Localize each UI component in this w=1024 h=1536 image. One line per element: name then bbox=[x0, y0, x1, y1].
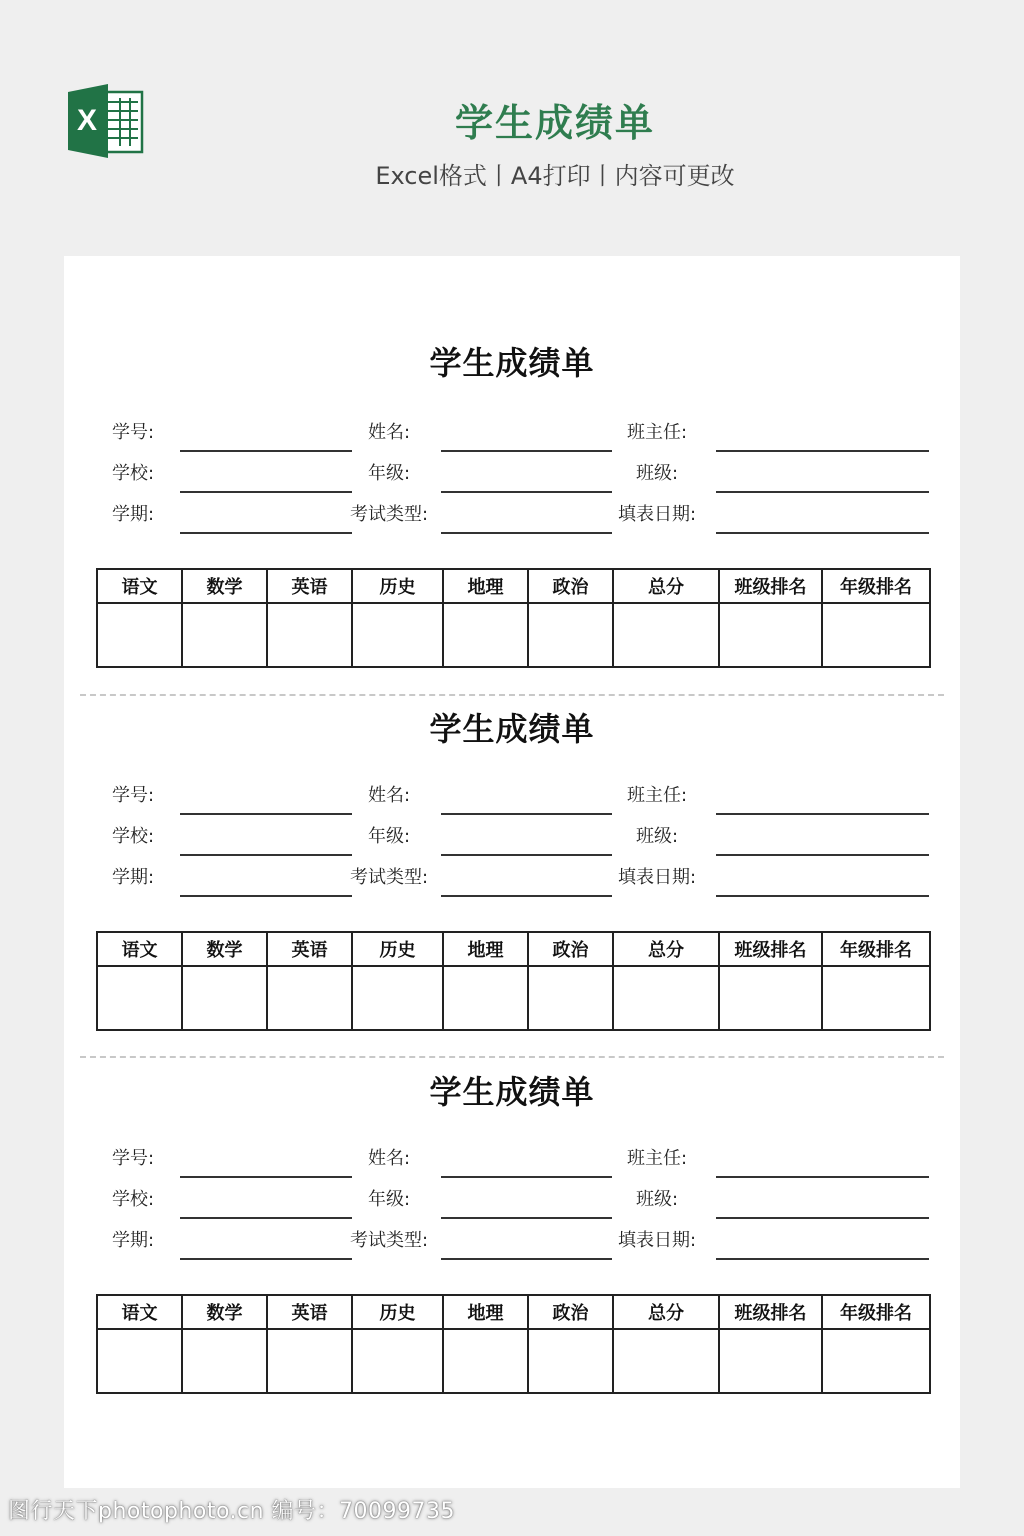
column-header-chinese: 语文 bbox=[97, 1295, 182, 1329]
exam-type-field[interactable] bbox=[441, 1258, 612, 1260]
score-cell-chinese[interactable] bbox=[97, 1329, 182, 1393]
column-header-geography: 地理 bbox=[443, 932, 528, 966]
column-header-total: 总分 bbox=[613, 932, 719, 966]
class-label: 班级: bbox=[636, 826, 679, 847]
name-label: 姓名: bbox=[368, 785, 411, 806]
score-cell-english[interactable] bbox=[267, 1329, 352, 1393]
head-teacher-label: 班主任: bbox=[627, 422, 688, 443]
student-id-label: 学号: bbox=[112, 785, 155, 806]
column-header-geography: 地理 bbox=[443, 569, 528, 603]
column-header-history: 历史 bbox=[352, 1295, 443, 1329]
column-header-math: 数学 bbox=[182, 569, 267, 603]
student-id-field[interactable] bbox=[180, 1176, 352, 1178]
excel-logo-letter: X bbox=[76, 104, 98, 137]
column-header-politics: 政治 bbox=[528, 932, 613, 966]
student-id-field[interactable] bbox=[180, 813, 352, 815]
fill-date-label: 填表日期: bbox=[618, 504, 697, 525]
excel-icon bbox=[66, 84, 144, 158]
grade-label: 年级: bbox=[368, 463, 411, 484]
head-teacher-label: 班主任: bbox=[627, 785, 688, 806]
name-label: 姓名: bbox=[368, 1148, 411, 1169]
column-header-history: 历史 bbox=[352, 932, 443, 966]
table-header-row bbox=[97, 569, 930, 603]
head-teacher-field[interactable] bbox=[716, 813, 929, 815]
grade-field[interactable] bbox=[441, 491, 612, 493]
column-header-history: 历史 bbox=[352, 569, 443, 603]
column-header-english: 英语 bbox=[267, 569, 352, 603]
column-header-politics: 政治 bbox=[528, 569, 613, 603]
name-field[interactable] bbox=[441, 1176, 612, 1178]
grade-field[interactable] bbox=[441, 854, 612, 856]
fill-date-field[interactable] bbox=[716, 532, 929, 534]
column-header-total: 总分 bbox=[613, 1295, 719, 1329]
name-field[interactable] bbox=[441, 813, 612, 815]
column-header-geography: 地理 bbox=[443, 1295, 528, 1329]
exam-type-label: 考试类型: bbox=[350, 1230, 429, 1251]
table-header-row bbox=[97, 1295, 930, 1329]
name-field[interactable] bbox=[441, 450, 612, 452]
fill-date-label: 填表日期: bbox=[618, 1230, 697, 1251]
form-title: 学生成绩单 bbox=[429, 710, 595, 748]
score-cell-class-rank[interactable] bbox=[719, 1329, 822, 1393]
table-row bbox=[97, 1329, 930, 1393]
column-header-chinese: 语文 bbox=[97, 569, 182, 603]
table-header-row bbox=[97, 932, 930, 966]
form-title: 学生成绩单 bbox=[429, 344, 595, 382]
class-field[interactable] bbox=[716, 491, 929, 493]
score-cell-politics[interactable] bbox=[528, 1329, 613, 1393]
fill-date-field[interactable] bbox=[716, 895, 929, 897]
school-label: 学校: bbox=[112, 463, 155, 484]
class-field[interactable] bbox=[716, 1217, 929, 1219]
column-header-math: 数学 bbox=[182, 932, 267, 966]
grade-label: 年级: bbox=[368, 826, 411, 847]
semester-field[interactable] bbox=[180, 895, 352, 897]
head-teacher-field[interactable] bbox=[716, 1176, 929, 1178]
column-header-grade-rank: 年级排名 bbox=[822, 932, 930, 966]
paper-sheet bbox=[64, 256, 960, 1488]
column-header-class-rank: 班级排名 bbox=[719, 1295, 822, 1329]
column-header-class-rank: 班级排名 bbox=[719, 569, 822, 603]
school-field[interactable] bbox=[180, 854, 352, 856]
column-header-chinese: 语文 bbox=[97, 932, 182, 966]
score-cell-geography[interactable] bbox=[443, 1329, 528, 1393]
score-cell-history[interactable] bbox=[352, 1329, 443, 1393]
school-label: 学校: bbox=[112, 826, 155, 847]
school-field[interactable] bbox=[180, 491, 352, 493]
semester-field[interactable] bbox=[180, 532, 352, 534]
score-cell-total[interactable] bbox=[613, 1329, 719, 1393]
watermark: 图行天下photophoto.cn 编号：70099735 bbox=[8, 1499, 456, 1524]
column-header-english: 英语 bbox=[267, 932, 352, 966]
student-id-label: 学号: bbox=[112, 1148, 155, 1169]
column-header-english: 英语 bbox=[267, 1295, 352, 1329]
column-header-math: 数学 bbox=[182, 1295, 267, 1329]
school-label: 学校: bbox=[112, 1189, 155, 1210]
semester-label: 学期: bbox=[112, 1230, 155, 1251]
fill-date-label: 填表日期: bbox=[618, 867, 697, 888]
grade-form bbox=[64, 985, 960, 1347]
head-teacher-label: 班主任: bbox=[627, 1148, 688, 1169]
score-cell-math[interactable] bbox=[182, 1329, 267, 1393]
grade-label: 年级: bbox=[368, 1189, 411, 1210]
class-label: 班级: bbox=[636, 1189, 679, 1210]
column-header-grade-rank: 年级排名 bbox=[822, 1295, 930, 1329]
fill-date-field[interactable] bbox=[716, 1258, 929, 1260]
header-title: 学生成绩单 bbox=[454, 101, 655, 145]
column-header-grade-rank: 年级排名 bbox=[822, 569, 930, 603]
grade-form bbox=[64, 622, 960, 984]
semester-label: 学期: bbox=[112, 867, 155, 888]
head-teacher-field[interactable] bbox=[716, 450, 929, 452]
grade-table bbox=[96, 1294, 931, 1394]
school-field[interactable] bbox=[180, 1217, 352, 1219]
column-header-politics: 政治 bbox=[528, 1295, 613, 1329]
student-id-label: 学号: bbox=[112, 422, 155, 443]
exam-type-field[interactable] bbox=[441, 532, 612, 534]
exam-type-label: 考试类型: bbox=[350, 867, 429, 888]
form-title: 学生成绩单 bbox=[429, 1073, 595, 1111]
grade-form bbox=[64, 256, 960, 618]
exam-type-label: 考试类型: bbox=[350, 504, 429, 525]
class-label: 班级: bbox=[636, 463, 679, 484]
page-header bbox=[0, 0, 1024, 250]
student-id-field[interactable] bbox=[180, 450, 352, 452]
class-field[interactable] bbox=[716, 854, 929, 856]
column-header-total: 总分 bbox=[613, 569, 719, 603]
grade-field[interactable] bbox=[441, 1217, 612, 1219]
name-label: 姓名: bbox=[368, 422, 411, 443]
score-cell-grade-rank[interactable] bbox=[822, 1329, 930, 1393]
exam-type-field[interactable] bbox=[441, 895, 612, 897]
header-subtitle: Excel格式丨A4打印丨内容可更改 bbox=[375, 162, 735, 190]
column-header-class-rank: 班级排名 bbox=[719, 932, 822, 966]
semester-field[interactable] bbox=[180, 1258, 352, 1260]
semester-label: 学期: bbox=[112, 504, 155, 525]
